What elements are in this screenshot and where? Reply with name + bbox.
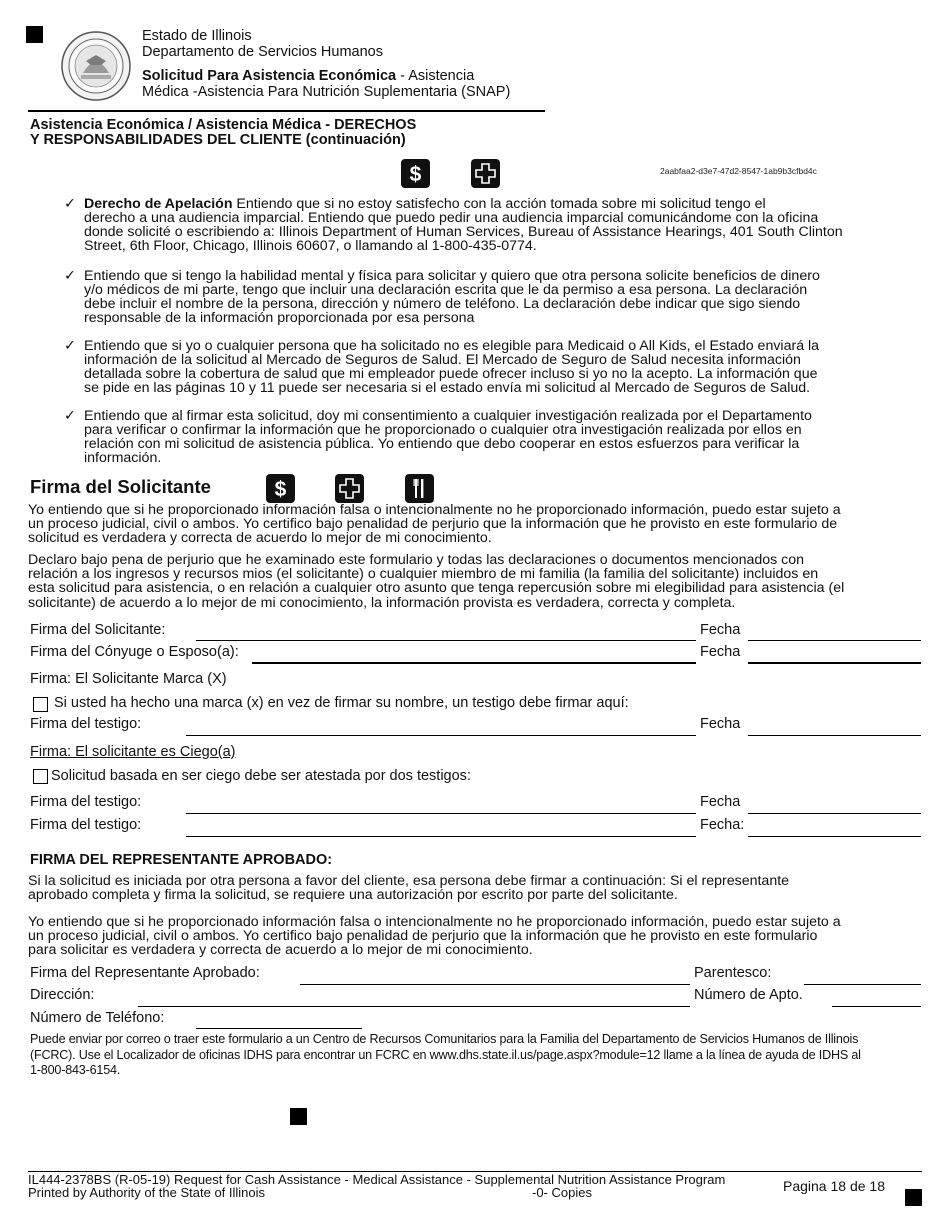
bullet-investigation-consent xyxy=(64,409,924,469)
witness-date-field[interactable] xyxy=(748,735,921,736)
illinois-state-seal xyxy=(61,31,131,101)
bullet-line: debe incluir el nombre de la persona, dirección y número de teléfono. La declaración debe indicar que sigo siendo xyxy=(84,296,801,312)
dollar-icon xyxy=(401,159,430,188)
witness-signature-field[interactable] xyxy=(186,735,696,736)
date-label: Fecha: xyxy=(700,817,745,833)
note-line: (FCRC). Use el Localizador de oficinas IDHS para encontrar un FCRC en www.dhs.state.il.us/page.aspx?module=12 llame a la línea de ayuda de IDHS al xyxy=(30,1047,861,1062)
date-label: Fecha xyxy=(700,644,741,660)
registration-mark-mid xyxy=(290,1108,307,1125)
para-line: esta solicitud para asistencia, o en relación a cualquier otro asunto que tenga repercusión sobre mi elegibilidad para asistencia (el xyxy=(28,580,845,597)
address-label: Dirección: xyxy=(30,987,95,1003)
medical-cross-icon xyxy=(335,474,364,503)
para-line: Yo entiendo que si he proporcionado información falsa o intencionalmente no he proporcionado información, puedo estar sujeto a xyxy=(28,914,841,930)
representative-heading: FIRMA DEL REPRESENTANTE APROBADO: xyxy=(30,852,333,868)
header-divider xyxy=(28,110,545,112)
form-title xyxy=(142,68,474,85)
bullet-line: Entiendo que si tengo la habilidad mental y física para solicitar y quiero que otra persona solicite beneficios de dinero xyxy=(84,268,820,284)
header-department: Departamento de Servicios Humanos xyxy=(142,44,383,60)
note-line: Puede enviar por correo o traer este formulario a un Centro de Recursos Comunitarios para la Familia del Departamento de Servicios Humanos de Illinois xyxy=(30,1032,859,1046)
para-line: relación a los ingresos y recursos mios (el solicitante) o cualquier miembro de mi familia (la familia del solicitante) incluidos en xyxy=(28,566,819,583)
date-label: Fecha xyxy=(700,794,741,810)
bullet-line: para verificar o confirmar la información que he proporcionado o cualquier otra investigación realizada por ellos en xyxy=(84,422,802,438)
footer-copies: -0- Copies xyxy=(532,1185,592,1200)
mark-checkbox-label: Si usted ha hecho una marca (x) en vez de firmar su nombre, un testigo debe firmar aquí: xyxy=(54,695,629,711)
section-title xyxy=(30,118,416,148)
check-icon: ✓ xyxy=(64,196,76,212)
bullet-line: Entiendo que si yo o cualquier persona que ha solicitado no es elegible para Medicaid o All Kids, el Estado enviará la xyxy=(84,338,820,354)
para-line: solicitante) de acuerdo a lo mejor de mi conocimiento, la información provista es verdadera, correcta y completa. xyxy=(28,594,736,611)
form-title-rest: - Asistencia xyxy=(396,68,475,84)
header-state: Estado de Illinois xyxy=(142,28,252,44)
bullet-line-text: Entiendo que si no estoy satisfecho con la acción tomada sobre mi solicitud tengo el xyxy=(232,196,766,212)
para-line: para solicitar es verdadera y correcta de acuerdo a lo mejor de mi conocimiento. xyxy=(28,942,533,959)
section-title-line2: Y RESPONSABILIDADES DEL CLIENTE (continuación) xyxy=(30,132,406,148)
witness-label: Firma del testigo: xyxy=(30,794,142,810)
spouse-signature-field[interactable] xyxy=(252,662,696,664)
witness-2-signature-field[interactable] xyxy=(186,836,696,837)
representative-statement-1 xyxy=(28,874,922,902)
svg-text:$: $ xyxy=(274,478,287,501)
bullet-line: Street, 6th Floor, Chicago, Illinois 60607, o llamando al 1-800-435-0774. xyxy=(84,238,537,254)
applicant-signature-field[interactable] xyxy=(196,640,696,641)
witness-1-signature-field[interactable] xyxy=(186,813,696,814)
check-icon: ✓ xyxy=(64,408,76,424)
section-title-line1: Asistencia Económica / Asistencia Médica - DERECHOS xyxy=(30,117,417,133)
bullet-appeal-right xyxy=(64,197,924,257)
bullet-line: y/o médicos de mi parte, tengo que incluir una declaración escrita que le da permiso a esa persona. La declaración xyxy=(84,282,808,298)
para-line: solicitud es verdadera y correcta de acuerdo lo mejor de mi conocimiento. xyxy=(28,530,492,547)
para-line: Declaro bajo pena de perjurio que he examinado este formulario y todas las declaraciones o documentos mencionados con xyxy=(28,552,805,568)
apartment-label: Número de Apto. xyxy=(694,987,803,1003)
address-field[interactable] xyxy=(138,1006,690,1007)
witness-2-date-field[interactable] xyxy=(748,836,921,837)
applicant-date-field[interactable] xyxy=(748,640,921,641)
spouse-signature-label: Firma del Cónyuge o Esposo(a): xyxy=(30,644,239,660)
dollar-icon xyxy=(266,474,295,503)
applicant-statement-2 xyxy=(28,553,922,610)
registration-mark-bottom-right xyxy=(905,1189,922,1206)
document-id: 2aabfaa2-d3e7-47d2-8547-1ab9b3cfbd4c xyxy=(660,166,817,176)
bullet-line: información de la solicitud al Mercado de Seguros de Salud. El Mercado de Seguro de Salud necesita información xyxy=(84,352,801,368)
para-line: aprobado completa y firma la solicitud, se requiere una autorización por escrito por parte del solicitante. xyxy=(28,887,678,904)
date-label: Fecha xyxy=(700,716,741,732)
form-title-bold: Solicitud Para Asistencia Económica xyxy=(142,68,397,84)
note-line: 1-800-843-6154. xyxy=(30,1063,121,1077)
witness-label: Firma del testigo: xyxy=(30,716,142,732)
witness-1-date-field[interactable] xyxy=(748,813,921,814)
bullet-line: derecho a una audiencia imparcial. Entiendo que puedo pedir una audiencia imparcial comunicándome con la oficina xyxy=(84,210,819,226)
check-icon: ✓ xyxy=(64,338,76,354)
bullet-line xyxy=(84,197,924,211)
check-icon: ✓ xyxy=(64,268,76,284)
fork-knife-icon xyxy=(405,474,434,503)
apartment-field[interactable] xyxy=(832,1006,921,1007)
bullet-line: donde solicité o escribiendo a: Illinois Department of Human Services, Bureau of Assistance Hearings, 401 South Clinton xyxy=(84,224,843,240)
blind-checkbox-label: Solicitud basada en ser ciego debe ser atestada por dos testigos: xyxy=(51,768,471,784)
phone-field[interactable] xyxy=(196,1028,362,1029)
representative-signature-field[interactable] xyxy=(300,984,690,985)
mark-checkbox[interactable] xyxy=(33,697,48,712)
phone-label: Número de Teléfono: xyxy=(30,1010,165,1026)
para-line: un proceso judicial, civil o ambos. Yo certifico bajo penalidad de perjurio que la información que he provisto en este formulario de xyxy=(28,516,838,533)
date-label: Fecha xyxy=(700,622,741,638)
spouse-date-field[interactable] xyxy=(748,662,921,664)
bullet-line: detallada sobre la cobertura de salud que mi empleador puede ofrecer incluso si yo no la acepto. La información que xyxy=(84,366,818,382)
footer-printed-by: Printed by Authority of the State of Illinois xyxy=(28,1185,266,1200)
form-title-line2: Médica -Asistencia Para Nutrición Suplementaria (SNAP) xyxy=(142,84,511,100)
witness-label: Firma del testigo: xyxy=(30,817,142,833)
para-line: Yo entiendo que si he proporcionado información falsa o intencionalmente no he proporcionado información, puedo estar sujeto a xyxy=(28,502,841,518)
bullet-line: responsable de la información proporcionada por esa persona xyxy=(84,310,475,326)
relationship-label: Parentesco: xyxy=(694,965,772,981)
submission-note xyxy=(30,1032,920,1079)
bullet-line: relación con mi solicitud de asistencia pública. Yo entiendo que debo cooperar en estos esfuerzos para verificar la xyxy=(84,436,800,452)
para-line: Si la solicitud es iniciada por otra persona a favor del cliente, esa persona debe firmar a continuación: Si el representante xyxy=(28,873,790,889)
bullet-health-marketplace xyxy=(64,339,924,399)
relationship-field[interactable] xyxy=(804,984,921,985)
bullet-line: se pide en las páginas 10 y 11 puede ser necesaria si el estado envía mi solicitud al Mercado de Seguros de Salud. xyxy=(84,380,811,396)
bullet-line: Entiendo que al firmar esta solicitud, doy mi consentimiento a cualquier investigación realizada por el Departamento xyxy=(84,408,812,424)
bullet-written-permission xyxy=(64,269,924,329)
signature-heading: Firma del Solicitante xyxy=(30,476,211,497)
applicant-signature-label: Firma del Solicitante: xyxy=(30,622,166,638)
representative-signature-label: Firma del Representante Aprobado: xyxy=(30,965,260,981)
mark-heading: Firma: El Solicitante Marca (X) xyxy=(30,671,227,687)
registration-mark-top-left xyxy=(26,26,43,43)
blind-heading: Firma: El solicitante es Ciego(a) xyxy=(30,744,236,760)
svg-text:$: $ xyxy=(409,163,422,186)
representative-statement-2 xyxy=(28,915,922,958)
medical-cross-icon xyxy=(471,159,500,188)
para-line: un proceso judicial, civil o ambos. Yo certifico bajo penalidad de perjurio que la información que he provisto en este formulario xyxy=(28,928,818,945)
bullet-line: información. xyxy=(84,450,162,466)
blind-checkbox[interactable] xyxy=(33,769,48,784)
footer-form-number: IL444-2378BS (R-05-19) Request for Cash Assistance - Medical Assistance - Supplemental Nutrition Assistance Program xyxy=(28,1172,726,1187)
page-number: Pagina 18 de 18 xyxy=(783,1178,885,1194)
bullet-bold-label: Derecho de Apelación xyxy=(84,196,233,212)
applicant-statement-1 xyxy=(28,503,922,546)
